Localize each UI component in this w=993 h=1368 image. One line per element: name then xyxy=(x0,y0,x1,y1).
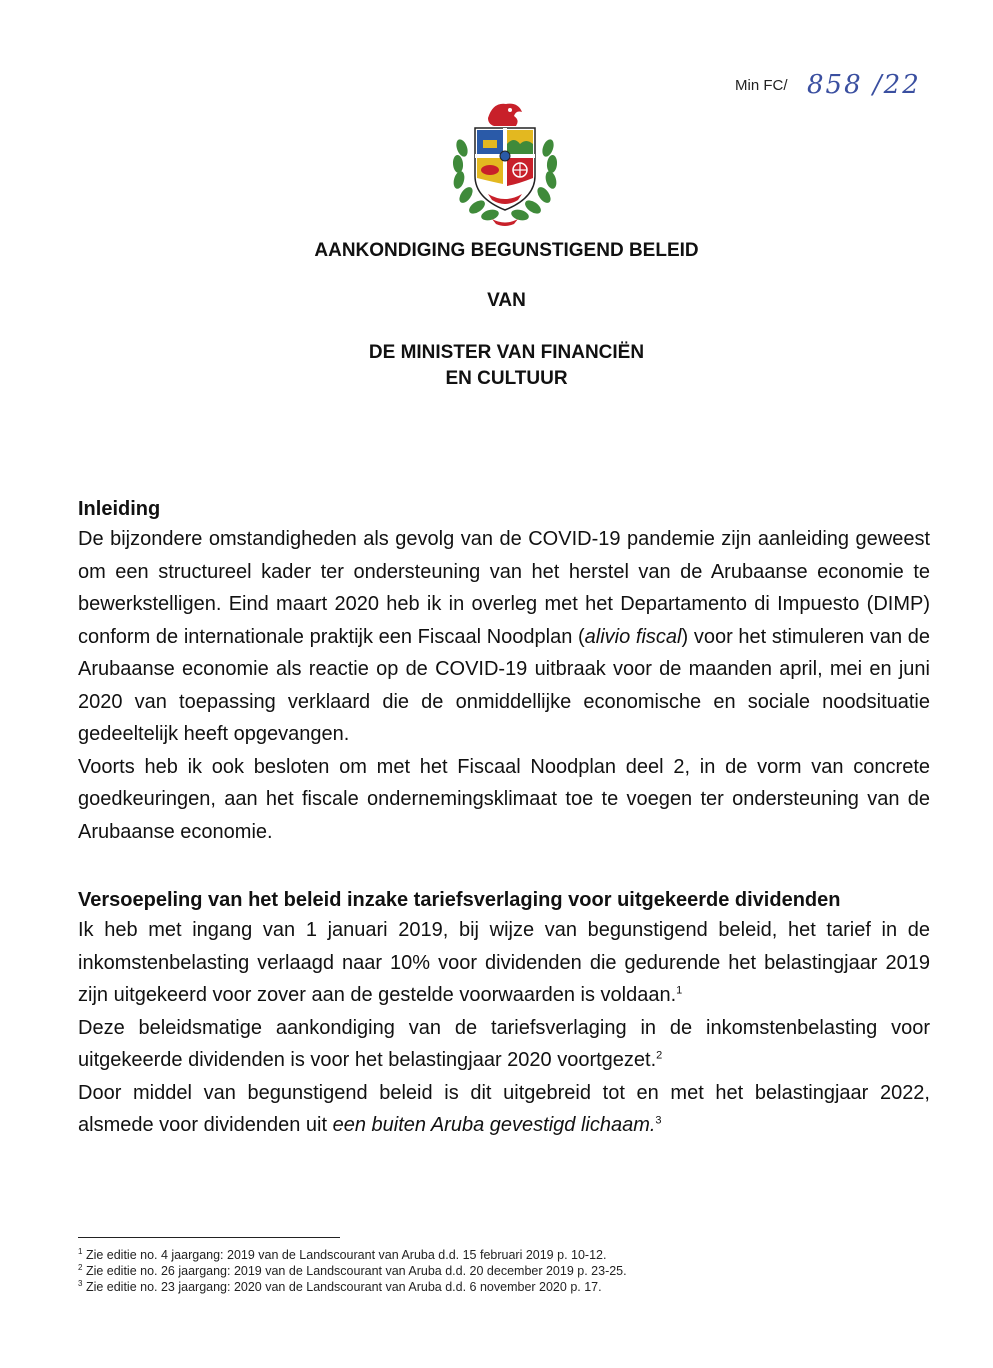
paragraph: Door middel van begunstigend beleid is dit uitgebreid tot en met het belastingjaar 2022, alsmede voor dividenden uit een buiten Aruba gevestigd lichaam.$^3$ xyxy=(78,1081,930,1136)
footnote-divider xyxy=(78,1237,340,1238)
section-dividenden xyxy=(78,886,930,1142)
reference-number xyxy=(735,70,955,110)
title-line-4: EN CULTUUR xyxy=(445,368,568,389)
footnote: $^1$ Zie editie no. 4 jaargang: 2019 van de Landscourant van Aruba d.d. 15 februari 2019 p. 10-12. xyxy=(78,1246,607,1262)
italic-term: een buiten Aruba gevestigd lichaam. xyxy=(332,1114,656,1136)
paragraph: De bijzondere omstandigheden als gevolg van de COVID-19 pandemie zijn aanleiding geweest om een structureel kader ter ondersteuning van het herstel van de Arubaanse economie te bewerkstelligen. Eind maart 2020 heb ik in overleg met het Departamento di Impuesto (DIMP) conform de internationale praktijk een Fiscaal Noodplan (alivio fiscal) voor het stimuleren van de Arubaanse economie als reactie op de COVID-19 uitbraak voor de maanden april, mei en juni 2020 van toepassing verklaard die de onmiddellijke economische en sociale noodsituatie gedeeltelijk heeft opgevangen. xyxy=(78,528,930,745)
footnote: $^3$ Zie editie no. 23 jaargang: 2020 van de Landscourant van Aruba d.d. 6 november 2020 p. 17. xyxy=(78,1278,602,1294)
paragraph: Deze beleidsmatige aankondiging van de tariefsverlaging in de inkomstenbelasting voor uitgekeerde dividenden is voor het belastingjaar 2020 voortgezet.$^2$ xyxy=(78,1016,930,1071)
paragraph: Ik heb met ingang van 1 januari 2019, bij wijze van begunstigend beleid, het tarief in de inkomstenbelasting verlaagd naar 10% voor dividenden die gedurende het belastingjaar 2019 zijn uitgekeerd voor zover aan de gestelde voorwaarden is voldaan.$^1$ xyxy=(78,919,930,1006)
handwritten-number: 858 /22 xyxy=(807,70,921,100)
footnotes xyxy=(78,1247,938,1295)
title-line-2: VAN xyxy=(487,290,526,311)
title-line-3: DE MINISTER VAN FINANCIËN xyxy=(368,342,645,363)
footnote: $^2$ Zie editie no. 26 jaargang: 2019 van de Landscourant van Aruba d.d. 20 december 2019 p. 23-25. xyxy=(78,1262,627,1278)
paragraph: Voorts heb ik ook besloten om met het Fiscaal Noodplan deel 2, in de vorm van concrete goedkeuringen, aan het fiscale ondernemingsklimaat toe te voegen ter ondersteuning van de Arubaanse economie. xyxy=(78,755,930,843)
footnote-ref: 3 xyxy=(655,1114,662,1127)
section-inleiding xyxy=(78,495,930,848)
reference-label: Min FC/ xyxy=(735,77,788,94)
footnote-ref: 1 xyxy=(676,984,683,997)
footnote-ref: 2 xyxy=(656,1049,663,1062)
section-heading: Inleiding xyxy=(78,498,161,520)
section-heading: Versoepeling van het beleid inzake tariefsverlaging voor uitgekeerde dividenden xyxy=(78,889,841,911)
italic-term: alivio fiscal xyxy=(584,625,682,648)
coat-of-arms-icon xyxy=(448,98,562,228)
title-line-1: AANKONDIGING BEGUNSTIGEND BELEID xyxy=(314,240,699,261)
